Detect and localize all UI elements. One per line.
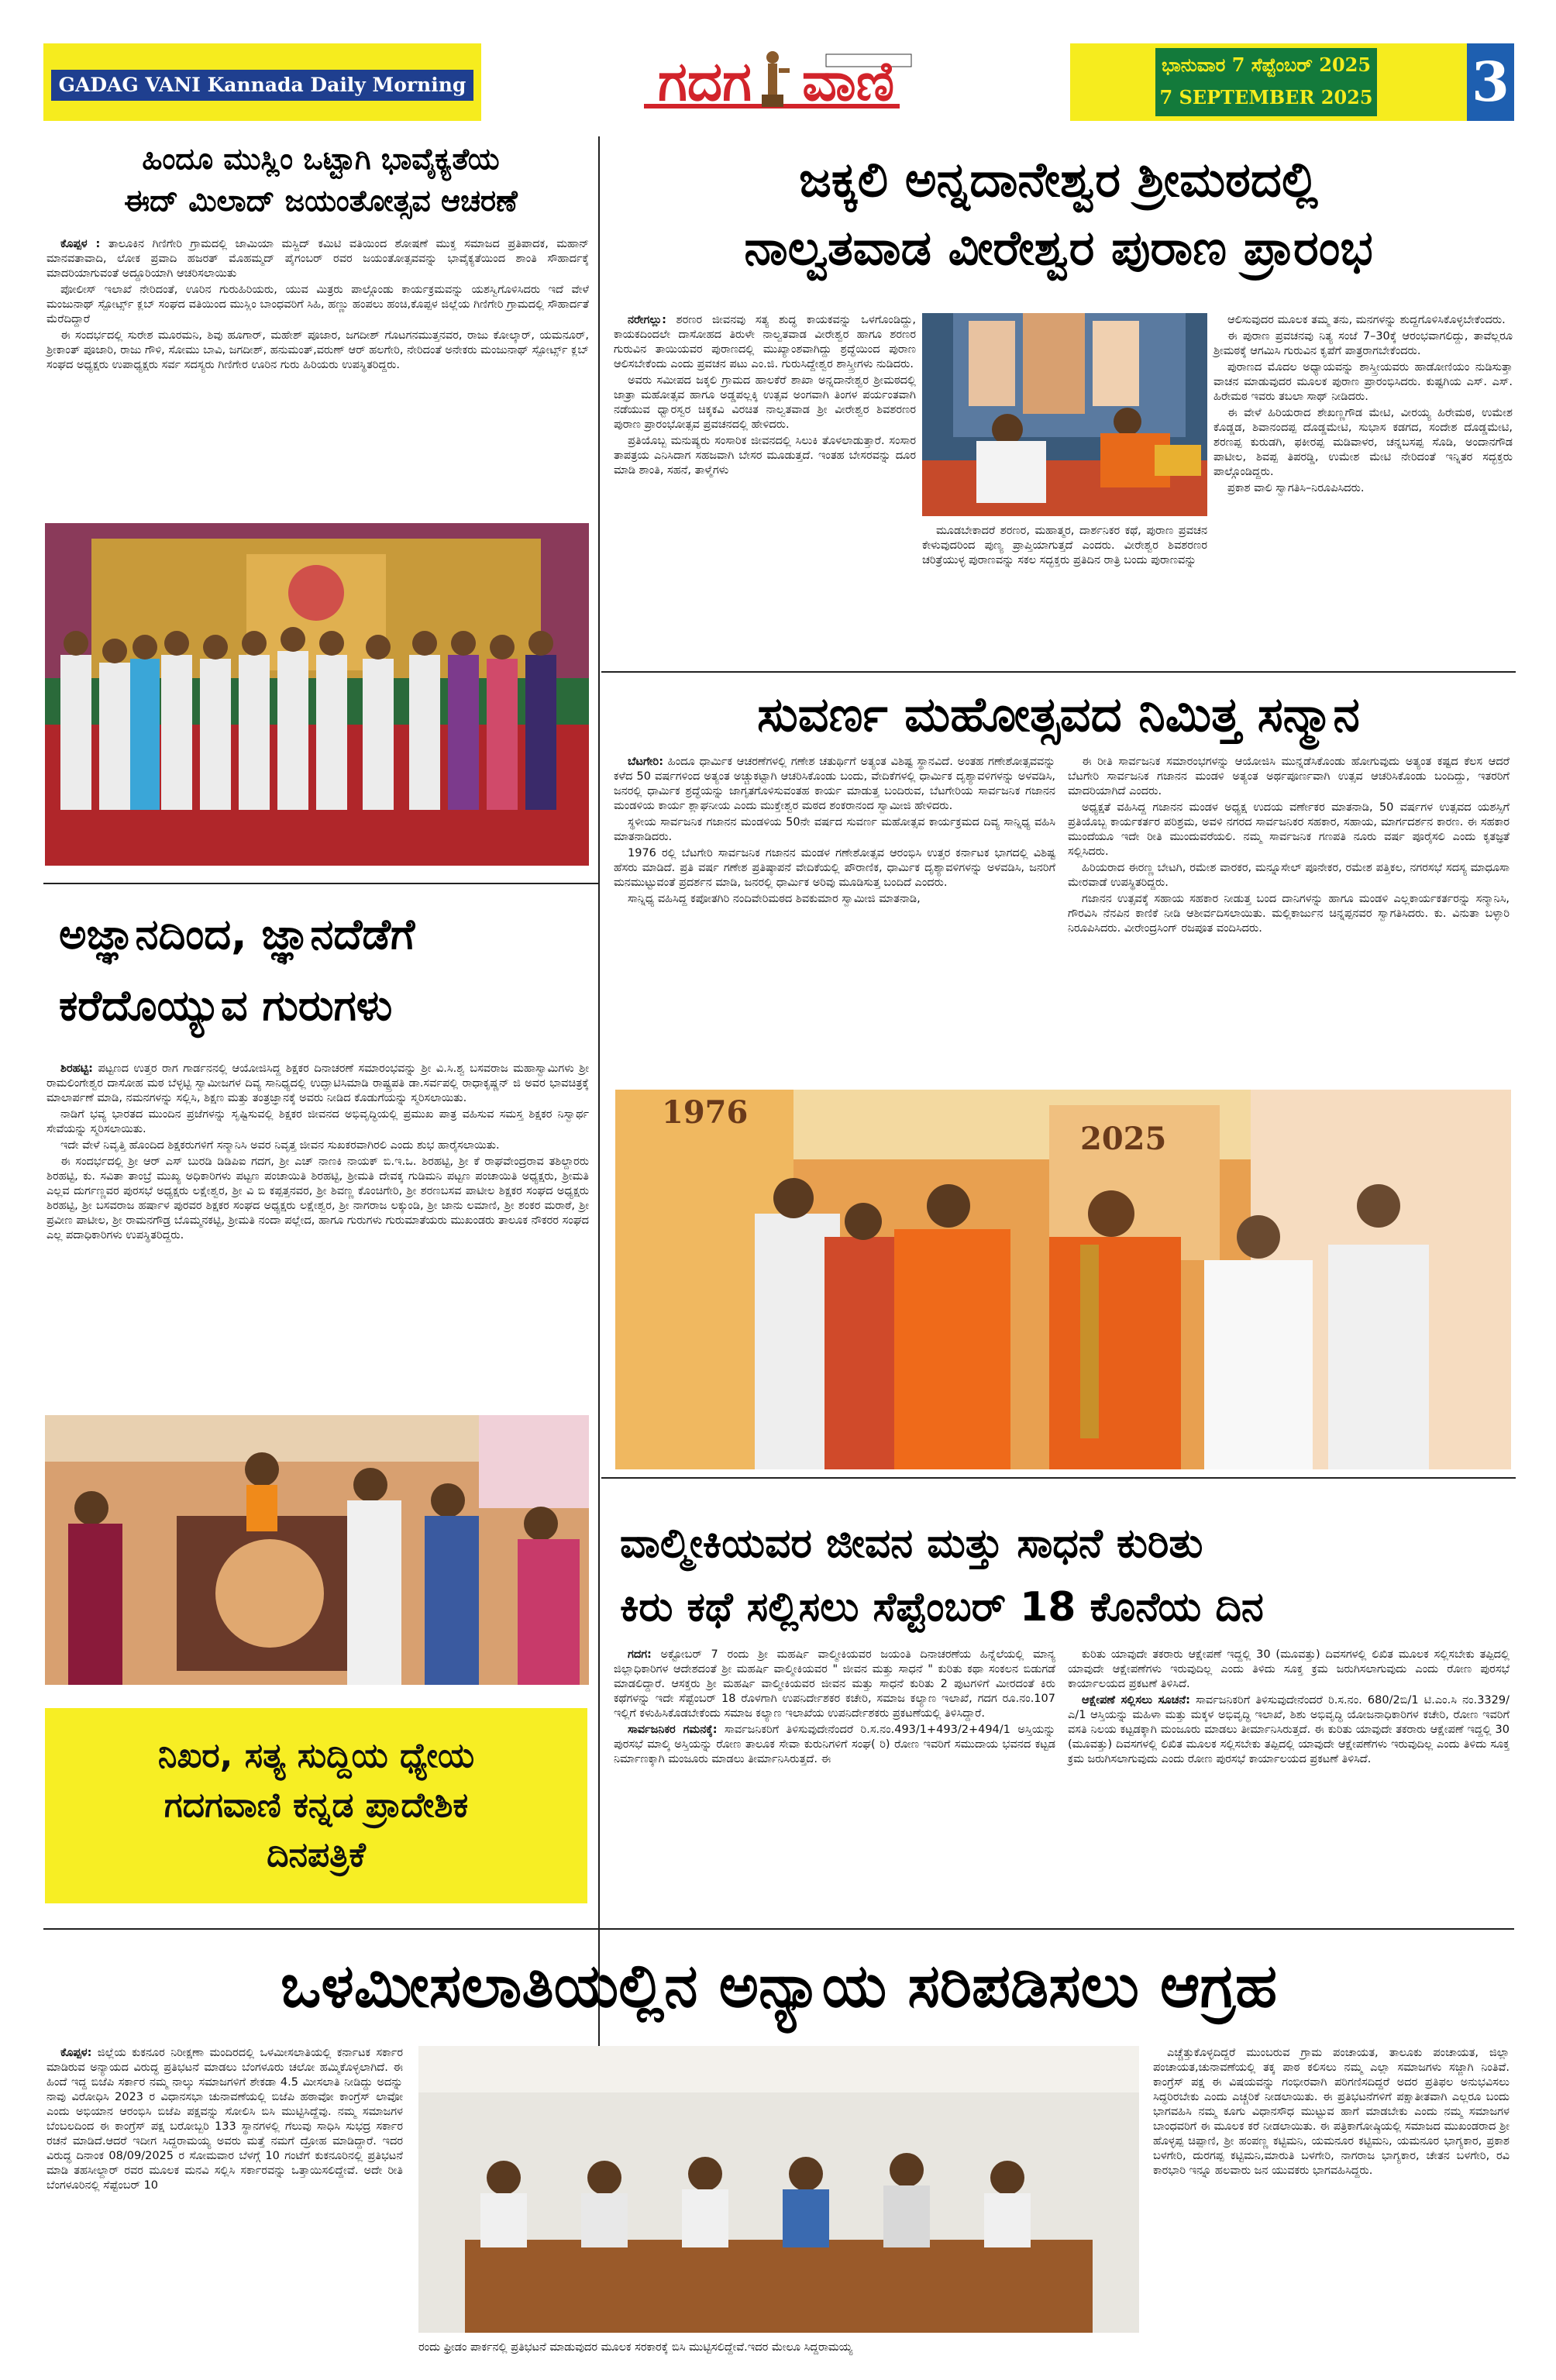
section-divider <box>601 1477 1516 1479</box>
paragraph: ನಾಡಿಗೆ ಭವ್ಯ ಭಾರತದ ಮುಂದಿನ ಪ್ರಜೆಗಳನ್ನು ಸೃಷ್ಟಿಸುವಲ್ಲಿ ಶಿಕ್ಷಕರ ಜೀವನದ ಅಭಿವೃದ್ಧಿಯಲ್ಲಿ ಪ್ರಮುಖ ಪಾತ್ರ ವಹಿಸುವ ಸಮಸ್ತ ಶಿಕ್ಷಕರ ನಿಸ್ವಾರ್ಥ ಸೇವೆಯನ್ನು ಸ್ಮರಿಸಲಾಯಿತು. <box>46 1108 589 1135</box>
masthead-tagline: GADAG VANI Kannada Daily Morning <box>51 70 473 101</box>
masthead-right-band <box>1070 43 1467 121</box>
article-body-olameesalati-col1 <box>46 2046 403 2195</box>
headline-valmiki-line1: ವಾಲ್ಮೀಕಿಯವರ ಜೀವನ ಮತ್ತು ಸಾಧನೆ ಕುರಿತು <box>620 1521 1203 1567</box>
headline-jakkali-line2: ನಾಲ್ವತವಾಡ ವೀರೇಶ್ವರ ಪುರಾಣ ಪ್ರಾರಂಭ <box>744 219 1373 276</box>
article-body-jakkali-col1 <box>614 313 916 480</box>
paragraph: ಕುರಿತು ಯಾವುದೇ ತಕರಾರು ಆಕ್ಷೇಪಣೆ ಇದ್ದಲ್ಲಿ 30 (ಮೂವತ್ತು) ದಿವಸಗಳಲ್ಲಿ ಲಿಖಿತ ಮೂಲಕ ಸಲ್ಲಿಸಬೇಕು ತಪ್ಪಿದಲ್ಲಿ ಯಾವುದೇ ಆಕ್ಷೇಪಣೆಗಳು ಇರುವುದಿಲ್ಲ ಎಂದು ತಿಳಿದು ಸೂಕ್ತ ಕ್ರಮ ಜರುಗಿಸಲಾಗುವುದು ಎಂದು ರೋಣ ಪುರಸಭೆ ಕಾರ್ಯಾಲಯದ ಪ್ರಕಟಣೆ ತಿಳಿಸಿದೆ. <box>1068 1648 1510 1690</box>
paragraph: ತಾಲೂಕಿನ ಗಿಣಿಗೇರಿ ಗ್ರಾಮದಲ್ಲಿ ಜಾಮಿಯಾ ಮಸ್ಜಿದ್ ಕಮಿಟಿ ವತಿಯಿಂದ ಶೋಷಣೆ ಮುಕ್ತ ಸಮಾಜದ ಪ್ರತಿಪಾದಕ, ಮಹಾನ್ ಮಾನವತಾವಾದಿ, ಲೋಕ ಪ್ರವಾದಿ ಹಜರತ್ ಮೊಹಮ್ಮದ್ ಪೈಗಂಬರ್ ರವರ ಜಯಂತೋತ್ಸವವನ್ನು ಭಾವೈಕ್ಯತೆಯಿಂದ ಶಾಂತಿ ಸೌಹಾರ್ದಕ್ಕೆ ಮಾದರಿಯಾಗುವಂತೆ ಅದ್ದೂರಿಯಾಗಿ ಆಚರಿಸಲಾಯಿತು <box>46 238 589 280</box>
headline-jakkali-line1: ಜಕ್ಕಲಿ ಅನ್ನದಾನೇಶ್ವರ ಶ್ರೀಮಠದಲ್ಲಿ <box>799 151 1318 208</box>
article-body-jakkali-col3 <box>1213 313 1513 498</box>
promo-box <box>45 1708 587 1903</box>
article-body-valmiki-col2 <box>1068 1648 1510 1769</box>
headline-eid-line2: ಈದ್ ಮಿಲಾದ್ ಜಯಂತೋತ್ಸವ ಆಚರಣೆ <box>124 184 518 218</box>
promo-line3: ದಿನಪತ್ರಿಕೆ <box>267 1835 366 1875</box>
logo-graphic <box>481 43 1070 121</box>
article-body-valmiki-col1 <box>614 1648 1055 1769</box>
paragraph: ಇದೇ ವೇಳೆ ನಿವೃತ್ತಿ ಹೊಂದಿದ ಶಿಕ್ಷಕರುಗಳಿಗೆ ಸನ್ಮಾನಿಸಿ ಅವರ ನಿವೃತ್ತ ಜೀವನ ಸುಖಕರವಾಗಿರಲಿ ಎಂದು ಶುಭ ಹಾರೈಸಲಾಯಿತು. <box>60 1139 500 1152</box>
paragraph: ಅಧ್ಯಕ್ಷತೆ ವಹಿಸಿದ್ದ ಗಜಾನನ ಮಂಡಳ ಅಧ್ಯಕ್ಷ ಉದಯ ವರ್ಣೇಕರ ಮಾತನಾಡಿ, 50 ವರ್ಷಗಳ ಉತ್ಸವದ ಯಶಸ್ಸಿಗೆ ಪ್ರತಿಯೊಬ್ಬ ಕಾರ್ಯಕರ್ತರ ಪರಿಶ್ರಮ, ಅವಳಿ ನಗರದ ಸಾರ್ವಜನಿಕರ ಸಹಕಾರ, ಸಹಾಯ, ಮಾರ್ಗದರ್ಶನ ಕಾರಣ. ಈ ಸಹಕಾರ ಮುಂದೆಯೂ ಇದೇ ರೀತಿ ಮುಂದುವರೆಯಲಿ. ನಮ್ಮ ಸಾರ್ವಜನಿಕ ಗಣಪತಿ ನೂರು ವರ್ಷ ಪೂರೈಸಲಿ ಎಂದು ಕೃತಜ್ಞತೆ ಸಲ್ಲಿಸಿದರು. <box>1068 801 1510 858</box>
article-body-suvarna-col2 <box>1068 755 1510 938</box>
paragraph: ಪೋಲೀಸ್ ಇಲಾಖೆ ನೇರಿದಂತೆ, ಊರಿನ ಗುರುಹಿರಿಯರು, ಯುವ ಮಿತ್ರರು ಪಾಲ್ಗೊಂಡು ಕಾರ್ಯಕ್ರಮವನ್ನು ಯಶಸ್ವಿಗೊಳಿಸಿದರು ಇದೆ ವೇಳೆ ಮಂಜುನಾಥ್ ಸ್ಪೋರ್ಟ್ಸ್ ಕ್ಲಬ್ ಸಂಘದ ವತಿಯಿಂದ ಮುಸ್ಲಿಂ ಬಾಂಧವರಿಗೆ ಸಿಹಿ, ಹಣ್ಣು ಹಂಪಲು ಹಂಚಿ,ಕೊಪ್ಪಳ ಜಿಲ್ಲೆಯ ಗಿಣಿಗೇರಿ ಗ್ರಾಮದಲ್ಲಿ ಸೌಹಾರ್ದತೆ ಮೆರೆದಿದ್ದಾರೆ <box>46 284 589 325</box>
paragraph: ಪ್ರತಿಯೊಬ್ಬ ಮನುಷ್ಯರು ಸಂಸಾರಿಕ ಜೀವನದಲ್ಲಿ ಸಿಲುಕಿ ತೊಳಲಾಡುತ್ತಾರೆ. ಸಂಸಾರ ತಾಪತ್ರಯ ಎನಿಸಿದಾಗ ಸಹಜವಾಗಿ ಬೇಸರ ಮೂಡುತ್ತದೆ. ಇಂತಹ ಬೇಸರವನ್ನು ದೂರ ಮಾಡಿ ಶಾಂತಿ, ಸಹನೆ, ತಾಳ್ಮೆಗಳು <box>614 435 916 477</box>
paragraph: ಜಿಲ್ಲೆಯ ಕುಕನೂರ ನಿರೀಕ್ಷಣಾ ಮಂದಿರದಲ್ಲಿ ಒಳಮೀಸಲಾತಿಯಲ್ಲಿ ಕರ್ನಾಟಕ ಸರ್ಕಾರ ಮಾಡಿರುವ ಅನ್ಯಾಯದ ವಿರುದ್ಧ ಪ್ರತಿಭಟನೆ ಮಾಡಲು ಬೆಂಗಳೂರು ಚಲೋ ಹಮ್ಮಿಕೊಳ್ಳಲಾಗಿದೆ. ಈ ಹಿಂದೆ ಇದ್ದ ಬಿಜೆಪಿ ಸರ್ಕಾರ ನಮ್ಮ ನಾಲ್ಕು ಸಮಾಜಗಳಿಗೆ ಶೇಕಡಾ 4.5 ಮೀಸಲಾತಿ ನೀಡಿದ್ದು ಅದನ್ನು ನಾವು ವಿರೋಧಿಸಿ 2023 ರ ವಿಧಾನಸಭಾ ಚುನಾವಣೆಯಲ್ಲಿ ಬಿಜೆಪಿ ಹಠಾವೋ ಕಾಂಗ್ರೆಸ್ ಲಾವೋ ಎಂದು ಅಭಿಯಾನ ಆರಂಭಿಸಿ ಬಿಜೆಪಿ ಪಕ್ಷವನ್ನು ಸೋಲಿಸಿ ಬಿಸಿ ಮುಟ್ಟಿಸಿದ್ದೆವು. ನಮ್ಮ ಸಮಾಜಗಳ ಬೆಂಬಲದಿಂದ ಈ ಕಾಂಗ್ರೆಸ್ ಪಕ್ಷ ಬರೋಬ್ಬರಿ 133 ಸ್ಥಾನಗಳಲ್ಲಿ ಗೆಲುವು ಸಾಧಿಸಿ ಸುಭದ್ರ ಸರ್ಕಾರ ರಚನೆ ಮಾಡಿದೆ.ಆದರೆ ಇದೀಗ ಸಿದ್ದರಾಮಯ್ಯ ಅವರು ಮತ್ತೆ ನಮಗೆ ದ್ರೋಹ ಮಾಡಿದ್ದಾರೆ. ಇದರ ವಿರುದ್ಧ ದಿನಾಂಕ 08/09/2025 ರ ಸೋಮವಾರ ಬೆಳಗ್ಗೆ 10 ಗಂಟೆಗೆ ಕುಕನೂರಿನಲ್ಲಿ ಪ್ರತಿಭಟನೆ ಮಾಡಿ ತಹಸೀಲ್ದಾರ್ ರವರ ಮೂಲಕ ಮನವಿ ಸಲ್ಲಿಸಿ ಸರ್ಕಾರವನ್ನು ಒತ್ತಾಯಿಸಲಿದ್ದೇವೆ. ಅದೇ ರೀತಿ ಬೆಂಗಳೂರಿನಲ್ಲಿ ಸೆಪ್ಟೆಂಬರ್ 10 <box>46 2047 403 2192</box>
photo-suvarna-lamp-lighting <box>615 1090 1511 1469</box>
article-body-eid <box>46 237 589 374</box>
notice-title: ಆಕ್ಷೇಪಣೆ ಸಲ್ಲಿಸಲು ಸೂಚನೆ: <box>1082 1694 1190 1707</box>
paragraph: ಪಟ್ಟಣದ ಉತ್ತರ ರಾಗ ಗಾರ್ಡನನಲ್ಲಿ ಆಯೋಜಿಸಿದ್ದ ಶಿಕ್ಷಕರ ದಿನಾಚರಣೆ ಸಮಾರಂಭವನ್ನು ಶ್ರೀ ವಿ.ಸಿ.ಶ್ವ ಬಸವರಾಜ ಮಹಾಸ್ವಾಮಿಗಳು ಶ್ರೀ ರಾಮಲಿಂಗೇಶ್ವರ ದಾಸೋಹ ಮಠ ಬೆಳ್ಳಟ್ಟಿ ಸ್ವಾಮೀಜಗಳ ದಿವ್ಯ ಸಾನಿಧ್ಯದಲ್ಲಿ ಉದ್ಘಾಟಿಸಿಮಾಡಿ ರಾಷ್ಟ್ರಪತಿ ಡಾ.ಸರ್ವಪಲ್ಲಿ ರಾಧಾಕೃಷ್ಣನ್ ಜಿ ಅವರ ಭಾವಚಿತ್ರಕ್ಕೆ ಮಾಲಾರ್ಪಣೆ ಮಾಡಿ, ನಮನಗಳನ್ನು ಸಲ್ಲಿಸಿ, ಶಿಕ್ಷಣ ಮತ್ತು ತಂತ್ರಜ್ಞಾನಕ್ಕೆ ಅವರು ನೀಡಿದ ಕೊಡುಗೆಯನ್ನು ಸ್ಮರಿಸಲಾಯಿತು. <box>46 1063 589 1104</box>
masthead <box>43 43 1514 121</box>
section-divider <box>43 883 598 884</box>
paragraph: ಸಾರ್ವಜನಿಕರಿಗೆ ತಿಳಿಸುವುದೇನೆಂದರೆ ರಿ.ಸ.ನಂ.493/1+493/2+494/1 ಅಸ್ತಿಯನ್ನು ಪುರಸಭೆ ಮಾಲ್ಕಿ ಅಸ್ತಿಯನ್ನು ರೋಣ ತಾಲೂಕ ಸೇವಾ ಕುರುನಿಗಳಿಗೆ ಸಂಘ( ರಿ) ರೋಣ ಇವರಿಗೆ ಸಮುದಾಯ ಭವನದ ಕಟ್ಟಡ ನಿರ್ಮಾಣಕ್ಕಾಗಿ ಮಂಜೂರು ಮಾಡಲು ತೀರ್ಮಾನಿಸಿರುತ್ತದೆ. ಈ <box>614 1724 1056 1765</box>
paragraph: ಸಾರ್ವಜನಿಕರಿಗೆ ತಿಳಿಸುವುದೇನೆಂದರೆ ರಿ.ಸ.ನಂ. 680/2ಬಿ/1 ಟಿ.ಎಂ.ಸಿ ನಂ.3329/ಎ/1 ಆಸ್ತಿಯನ್ನು ಮಹಿಳಾ ಮತ್ತು ಮಕ್ಕಳ ಅಭಿವೃದ್ಧಿ ಇಲಾಖೆ, ಶಿಶು ಅಭಿವೃದ್ಧಿ ಯೋಜನಾಧಿಕಾರಿಗಳ ಕಚೇರಿ, ರೋಣ ಇವರಿಗೆ ವಸತಿ ನಿಲಯ ಕಟ್ಟಡಕ್ಕಾಗಿ ಮಂಜೂರು ಮಾಡಲು ತೀರ್ಮಾನಿಸಿರುತ್ತದೆ. ಈ ಕುರಿತು ಯಾವುದೇ ತಕರಾರು ಆಕ್ಷೇಪಣೆ ಇದ್ದಲ್ಲಿ 30 (ಮೂವತ್ತು) ದಿವಸಗಳಲ್ಲಿ ಲಿಖಿತ ಮೂಲಕ ಸಲ್ಲಿಸಬೇಕು ತಪ್ಪಿದಲ್ಲಿ ಯಾವುದೇ ಆಕ್ಷೇಪಣೆಗಳು ಇರುವುದಿಲ್ಲ ಎಂದು ತಿಳಿದು ಸೂಕ್ತ ಕ್ರಮ ಜರುಗಿಸಲಾಗುವುದು ಎಂದು ರೋಣ ಪುರಸಭೆ ಕಾರ್ಯಾಲಯದ ಪ್ರಕಟಣೆ ತಿಳಿಸಿದೆ. <box>1068 1694 1510 1765</box>
section-divider <box>43 1928 1514 1930</box>
paragraph: ಗಜಾನನ ಉತ್ಸವಕ್ಕೆ ಸಹಾಯ ಸಹಕಾರ ನೀಡುತ್ತ ಬಂದ ದಾನಿಗಳನ್ನು ಹಾಗೂ ಮಂಡಳಿ ಎಲ್ಲಕಾರ್ಯಕರ್ತರನ್ನು ಸನ್ಮಾನಿಸಿ, ಗೌರವಿಸಿ ನೆನಪಿನ ಕಾಣಿಕೆ ನೀಡಿ ಆಶೀರ್ವದಿಸಲಾಯಿತು. ಮಲ್ಲಿಕಾರ್ಜುನ ಚಿನ್ನಪ್ಪನವರ ಸ್ವಾಗತಿಸಿದರು. ಕು. ವಿನುತಾ ಬಳ್ಳಾರಿ ನಿರೂಪಿಸಿದರು. ವೀರೇಂದ್ರಸಿಂಗ್ ರಜಪೂತ ವಂದಿಸಿದರು. <box>1068 893 1510 935</box>
date-kannada: ಭಾನುವಾರ 7 ಸೆಪ್ಟೆಂಬರ್ 2025 <box>1161 53 1372 76</box>
headline-eid-line1: ಹಿಂದೂ ಮುಸ್ಲಿಂ ಒಟ್ಟಾಗಿ ಭಾವೈಕ್ಯತೆಯ <box>142 142 500 176</box>
dateline: ಗದಗ: <box>628 1648 652 1661</box>
photo-press-meet <box>418 2046 1139 2333</box>
photo-purana-pravachana <box>922 313 1207 516</box>
article-credit: ಪ್ರಕಾಶ ವಾಲಿ ಸ್ವಾಗತಿಸಿ–ನಿರೂಪಿಸಿದರು. <box>1227 482 1365 494</box>
paragraph: ಮೂಡಬೇಕಾದರೆ ಶರಣರ, ಮಹಾತ್ಮರ, ದಾರ್ಶನಿಕರ ಕಥೆ, ಪುರಾಣ ಪ್ರವಚನ ಕೇಳುವುದರಿಂದ ಪುಣ್ಯ ಪ್ರಾಪ್ತಿಯಾಗುತ್ತದೆ ಎಂದರು. ವೀರೇಶ್ವರ ಶಿವಶರಣರ ಚರಿತ್ರೆಯುಳ್ಳ ಪುರಾಣವನ್ನು ಸಕಲ ಸದ್ಭಕ್ತರು ಪ್ರತಿದಿನ ರಾತ್ರಿ ಬಂದು ಪುರಾಣವನ್ನು <box>922 525 1207 567</box>
paragraph: ಆಲಿಸುವುದರ ಮೂಲಕ ತಮ್ಮ ತನು, ಮನಗಳನ್ನು ಶುದ್ದಗೊಳಿಸಿಕೊಳ್ಳಬೇಕೆಂದರು. <box>1227 314 1506 326</box>
paragraph: ಶರಣರ ಜೀವನವು ಸತ್ಯ ಶುದ್ಧ ಕಾಯಕವನ್ನು ಒಳಗೊಂಡಿದ್ದು, ಕಾಯಕದಿಂದಲೇ ದಾಸೋಹದ ತಿರುಳೇ ನಾಲ್ವತವಾಡ ವೀರೇಶ್ವರ ಹಾಗೂ ಶರಣರ ಗುರುವಿನ ತಾಯಿಯವರ ಪುರಾಣದಲ್ಲಿ ಮುಖ್ಯಾಂಶವಾಗಿದ್ದು ಶ್ರದ್ಧೆಯಿಂದ ಪುರಾಣ ಆಲಿಸಬೇಕೆಂದು ಎಂದು ಪ್ರವಚನ ಪಟು ಎಂ.ಜಿ. ಗುರುಸಿದ್ದೇಶ್ವರ ಶಾಸ್ತ್ರೀಗಳು ನುಡಿದರು. <box>614 314 916 370</box>
paragraph: ಈ ಪುರಾಣ ಪ್ರವಚನವು ನಿತ್ಯ ಸಂಜೆ 7–30ಕ್ಕೆ ಆರಂಭವಾಗಲಿದ್ದು, ತಾವೆಲ್ಲರೂ ಶ್ರೀಮಠಕ್ಕೆ ಆಗಮಿಸಿ ಗುರುವಿನ ಕೃಪೆಗೆ ಪಾತ್ರರಾಗಬೇಕೆಂದರು. <box>1213 330 1513 357</box>
column-divider <box>598 136 600 2237</box>
date-box <box>1155 48 1377 116</box>
dateline: ಕೊಪ್ಪಳ: <box>60 2047 92 2059</box>
paragraph: ಈ ಸಂದರ್ಭದಲ್ಲಿ ಶ್ರೀ ಆರ್ ಎಸ್ ಬುರಡಿ ಡಿಡಿಪಿಐ ಗದಗ, ಶ್ರೀ ಎಚ್ ನಾಣಕಿ ನಾಯಕ್ ಬಿ.ಇ.ಒ. ಶಿರಹಟ್ಟಿ, ಶ್ರೀ ಕೆ ರಾಘವೇಂದ್ರರಾವ ತಶಿಲ್ದಾರರು ಶಿರಹಟ್ಟಿ, ಕು. ಸವಿತಾ ತಾಂಬ್ರೆ ಮುಖ್ಯ ಅಧಿಕಾರಿಗಳು ಪಟ್ಟಣ ಪಂಚಾಯಿತಿ ಶಿರಹಟ್ಟಿ, ಶ್ರೀಮತಿ ದೇವಕ್ಕ ಗುಡಿಮನಿ ಪಟ್ಟಣ ಪಂಚಾಯಿತಿ ಅಧ್ಯಕ್ಷರು, ಶ್ರೀಮತಿ ಎಲ್ಲವ ದುರ್ಗಣ್ಣವರ ಪುರಸಭೆ ಅಧ್ಯಕ್ಷರು ಲಕ್ಷೇಶ್ವರ, ಶ್ರೀ ವಿ ಬಿ ಕಪ್ಪತ್ತನವರ, ಶ್ರೀ ಶಿವಣ್ಣ ಕೊಂಚಿಗೇರಿ, ಶ್ರೀ ಶರಣಬಸವ ಪಾಟೀಲ ಶಿಕ್ಷಕರ ಸಂಘದ ಅಧ್ಯಕ್ಷರು ಶಿರಹಟ್ಟಿ, ಶ್ರೀ ಬಸವರಾಜ ಹರ್ಷಾಳ ಪುರವರ ಶಿಕ್ಷಕರ ಸಂಘದ ಅಧ್ಯಕ್ಷರು ಲಕ್ಷೇಶ್ವರ, ಶ್ರೀ ನಾಗರಾಜ ಲಕ್ಕುಂಡಿ, ಶ್ರೀ ಜಾನು ಲಮಾಣಿ, ಶ್ರೀ ಶಂಕರ ಮರಾಠೆ, ಶ್ರೀ ಪ್ರವೀಣ ಪಾಟೀಲ, ಶ್ರೀ ರಾಮನಗೌಡ್ರ ಬೊಮ್ಮನಕಟ್ಟಿ, ಶ್ರೀಮತಿ ನಂದಾ ಪಲ್ಲೇದ, ಹಾಗೂ ಗುರುಗಳು ಗುರುಮಾತೆಯರು ಮುಖಂಡರು ತಾಲೂಕ ನೌಕರರ ಸಂಘದ ಎಲ್ಲ ಪದಾಧಿಕಾರಿಗಳು ಉಪಸ್ಥಿತರಿದ್ದರು. <box>46 1156 589 1242</box>
paragraph: ಸಾನ್ನಿಧ್ಯ ವಹಿಸಿದ್ದ ಕಪೋತಗಿರಿ ನಂದಿವೇರಿಮಠದ ಶಿವಕುಮಾರ ಸ್ವಾಮೀಜಿ ಮಾತನಾಡಿ, <box>628 893 921 905</box>
paragraph: ಅವರು ಸಮೀಪದ ಜಕ್ಕಲಿ ಗ್ರಾಮದ ಹಾಲಕೆರೆ ಶಾಖಾ ಅನ್ನದಾನೇಶ್ವರ ಶ್ರೀಮಠದಲ್ಲಿ ಜಾತ್ರಾ ಮಹೋತ್ಸವ ಹಾಗೂ ಅಡ್ಡಪಲ್ಲಕ್ಕಿ ಉತ್ಸವ ಅಂಗವಾಗಿ ತಿಂಗಳ ಪರ್ಯಂತವಾಗಿ ನಡೆಯುವ ಧ್ವಾರಸ್ವರ ಚಿಕ್ಕಕವಿ ವಿರಚಿತ ನಾಲ್ವತವಾಡ ಶ್ರೀ ವೀರೇಶ್ವರ ಶಿವಶರಣರ ಪುರಾಣ ಪ್ರಾರಂಭೋತ್ಸವ ಪ್ರವಚನದಲ್ಲಿ ಹೇಳಿದರು. <box>614 374 916 431</box>
paragraph: ಈ ವೇಳೆ ಹಿರಿಯರಾದ ಶೇಖಣ್ಣಗೌಡ ಮೇಟಿ, ವೀರಯ್ಯ ಹಿರೇಮಠ, ಉಮೇಶ ಕೊಡ್ಡಡ, ಶಿವಾನಂದಪ್ಪ ದೊಡ್ಡಮೇಟಿ, ಸುಭಾಸ ಕಡಗದ, ಸಂದೇಶ ದೊಡ್ಡಮೇಟಿ, ಶರಣಪ್ಪ ಕುರುಡಗಿ, ಫಕೀರಪ್ಪ ಮಡಿವಾಳರ, ಚನ್ನಬಸಪ್ಪ ಸೊಡಿ, ಅಂದಾನಗೌಡ ಪಾಟೀಲ, ಶಿವಪ್ಪ ತಿಪರಡ್ಡಿ, ಉಮೇಶ ಮೇಟಿ ನೇರಿದಂತೆ ಇನ್ನಿತರ ಸದ್ಭಕ್ತರು ಪಾಲ್ಗೊಂಡಿದ್ದರು. <box>1213 407 1513 478</box>
paragraph: 1976 ರಲ್ಲಿ ಬೆಟಗೇರಿ ಸಾರ್ವಜನಿಕ ಗಜಾನನ ಮಂಡಳ ಗಣೇಶೋತ್ಸವ ಆರಂಭಿಸಿ ಉತ್ತರ ಕರ್ನಾಟಕ ಭಾಗದಲ್ಲಿ ವಿಶಿಷ್ಟ ಹೆಸರು ಮಾಡಿದೆ. ಪ್ರತಿ ವರ್ಷ ಗಣೇಶ ಪ್ರತಿಷ್ಠಾಪನೆ ವೇದಿಕೆಯಲ್ಲಿ ಪೌರಾಣಿಕ, ಧಾರ್ಮಿಕ ದೃಶ್ಯಾವಳಿಗಳನ್ನು ಅಳವಡಿಸಿ, ಜನರಿಗೆ ಮನಮುಟ್ಟುವಂತೆ ಪ್ರದರ್ಶನ ಮಾಡಿ, ಜನರಲ್ಲಿ ಧಾರ್ಮಿಕ ಅರಿವು ಮೂಡಿಸುತ್ತ ಬಂದಿದೆ ಎಂದರು. <box>614 847 1055 889</box>
article-body-ajnana <box>46 1062 589 1245</box>
headline-olameesalati: ಒಳಮೀಸಲಾತಿಯಲ್ಲಿನ ಅನ್ಯಾಯ ಸರಿಪಡಿಸಲು ಆಗ್ರಹ <box>280 1951 1278 2021</box>
logo-word-vani: ವಾಣಿ <box>802 50 895 113</box>
paragraph: ಹಿಂದೂ ಧಾರ್ಮಿಕ ಆಚರಣೆಗಳಲ್ಲಿ ಗಣೇಶ ಚತುರ್ಥಿಗೆ ಅತ್ಯಂತ ವಿಶಿಷ್ಟ ಸ್ಥಾನವಿದೆ. ಅಂತಹ ಗಣೇಶೋತ್ಸವವನ್ನು ಕಳೆದ 50 ವರ್ಷಗಳಿಂದ ಅತ್ಯಂತ ಅಚ್ಚುಕಟ್ಟಾಗಿ ಆಚರಿಸಿಕೊಂಡು ಬಂದು, ವೇದಿಕೆಗಳಲ್ಲಿ ಧಾರ್ಮಿಕ ದೃಶ್ಯಾವಳಿಗಳನ್ನು ಅಳವಡಿಸಿ, ಜನರಲ್ಲಿ ಧಾರ್ಮಿಕ ಶ್ರದ್ಧೆಯನ್ನು ಜಾಗೃತಗೊಳಿಸುವಂತಹ ಕಾರ್ಯ ಮಾಡುತ್ತ ಬಂದಿರುವ, ಬೆಟಗೇರಿಯ ಸಾರ್ವಜನಿಕ ಗಜಾನನ ಮಂಡಳಿಯ ಕಾರ್ಯ ಶ್ಲಾಘನೀಯ ಎಂದು ಮುಕ್ತೇಶ್ವರ ಮಠದ ಶಂಕರಾನಂದ ಸ್ವಾಮೀಜಿ ಹೇಳಿದರು. <box>614 756 1055 812</box>
headline-ajnana-line2: ಕರೆದೊಯ್ಯುವ ಗುರುಗಳು <box>59 981 393 1030</box>
paragraph: ಪುರಾಣದ ಮೊದಲ ಅಧ್ಯಾಯವನ್ನು ಶಾಸ್ತ್ರೀಯವರು ಹಾಡೋಣಿಯಂ ನುಡಿಸುತ್ತಾ ವಾಚನ ಮಾಡುವುದರ ಮೂಲಕ ಪುರಾಣ ಪ್ರಾರಂಭಿಸಿದರು. ಕುಷ್ಟಗಿಯ ಎಸ್. ಎಸ್. ಹಿರೇಮಠ ಇವರು ತಬಲಾ ಸಾಥ್ ನೀಡಿದರು. <box>1213 361 1513 403</box>
photo-suvarna-scene <box>615 1090 1511 1469</box>
paragraph: ಎಚ್ಚೆತ್ತುಕೊಳ್ಳದಿದ್ದರೆ ಮುಂಬರುವ ಗ್ರಾಮ ಪಂಚಾಯತ, ತಾಲೂಕು ಪಂಚಾಯತ, ಜಿಲ್ಲಾ ಪಂಚಾಯತ,ಚುನಾವಣೆಯಲ್ಲಿ ತಕ್ಕ ಪಾಠ ಕಲಿಸಲು ನಮ್ಮ ಎಲ್ಲಾ ಸಮಾಜಗಳು ಸಜ್ಜಾಗಿ ನಿಂತಿವೆ. ಕಾಂಗ್ರೆಸ್ ಪಕ್ಷ ಈ ವಿಷಯವನ್ನು ಗಂಭೀರವಾಗಿ ಪರಿಗಣಿಸದಿದ್ದರೆ ಅದರ ಪ್ರತಿಫಲ ಅನುಭವಿಸಲು ಸಿದ್ಧರಿರಬೇಕು ಎಂದು ಎಚ್ಚರಿಕೆ ನೀಡಲಾಯಿತು. ಈ ಪ್ರತಿಭಟನೆಗಳಿಗೆ ಪಕ್ಷಾತೀತವಾಗಿ ಎಲ್ಲರೂ ಬಂದು ಭಾಗವಹಿಸಿ ನಮ್ಮ ಕೂಗು ವಿಧಾನಸೌಧ ಮುಟ್ಟುವ ಹಾಗೆ ಮಾಡಬೇಕು ಎಂದು ನಮ್ಮ ಸಮಾಜಗಳ ಬಾಂಧವರಿಗೆ ಈ ಮೂಲಕ ಕರೆ ನೀಡಲಾಯಿತು. ಈ ಪತ್ರಿಕಾಗೋಷ್ಠಿಯಲ್ಲಿ ಸಮಾಜದ ಮುಖಂಡರಾದ ಶ್ರೀ ಹೊಳ್ಳಪ್ಪ ಚಿಪ್ಪಾಣಿ, ಶ್ರೀ ಹಂಪಣ್ಣ ಕಟ್ಟಿಮನಿ, ಯಮನೂರ ಕಟ್ಟಿಮನಿ, ಯಮನೂರ ಭಾಗ್ಯಕಾರ, ಪ್ರಕಾಶ ಬಳಗೇರಿ, ದುರಗಪ್ಪ ಕಟ್ಟಿಮನಿ,ಮಾರುತಿ ಬಳಗೇರಿ, ನಾಗರಾಜ ಭಾಗ್ಯಕಾರ, ಚೇತನ ಬಳಗೇರಿ, ರವಿ ಕಾರಭಾರಿ ಇನ್ನೂ ಹಲವಾರು ಜನ ಯುವಕರು ಭಾಗವಹಿಸಿದ್ದರು. <box>1153 2047 1510 2177</box>
newspaper-logo <box>481 43 1070 121</box>
headline-valmiki-line2: ಕಿರು ಕಥೆ ಸಲ್ಲಿಸಲು ಸೆಪ್ಟೆಂಬರ್ 18 ಕೊನೆಯ ದಿನ <box>620 1584 1264 1631</box>
dateline: ಶಿರಹಟ್ಟಿ: <box>60 1063 93 1075</box>
date-english: 7 SEPTEMBER 2025 <box>1159 86 1373 108</box>
paragraph: ರಂದು ಫ್ರೀಡಂ ಪಾರ್ಕನಲ್ಲಿ ಪ್ರತಿಭಟನೆ ಮಾಡುವುದರ ಮೂಲಕ ಸರಕಾರಕ್ಕೆ ಬಿಸಿ ಮುಟ್ಟಿಸಲಿದ್ದೇವೆ.ಇದರ ಮೇಲೂ ಸಿದ್ದರಾಮಯ್ಯ <box>418 2341 853 2354</box>
paragraph: ಈ ಸಂದರ್ಭದಲ್ಲಿ ಸುರೇಶ ಮೂರಮನಿ, ಶಿವು ಹೂಗಾರ್, ಮಹೇಶ್ ಪೂಜಾರ, ಜಗದೀಶ್ ಗೊಟಗನಮುತ್ತನವರ, ರಾಜು ಕೋಲ್ಕಾರ್, ಯಮನೂರ್, ಶ್ರೀಕಾಂತ್ ಪೂಜಾರಿ, ರಾಜು ಗೌಳಿ, ಸೋಮು ಬಾವಿ, ಜಗದೀಶ್, ಹನುಮಂತ್,ವರುಣ್ ಆರ್ ಹಲಗೇರಿ, ನೇರಿದಂತೆ ಅನೇಕರು ಮಂಜುನಾಥ್ ಸ್ಪೋರ್ಟ್ಸ್ ಕ್ಲಬ್ ಸಂಘದ ಅಧ್ಯಕ್ಷರು ಉಪಾಧ್ಯಕ್ಷರು ಸರ್ವ ಸದಸ್ಯರು ಗಿಣಿಗೇರ ಊರಿನ ಗುರು ಹಿರಿಯರು ಉಪಸ್ಥಿತರಿದ್ದರು. <box>46 329 589 371</box>
banner-year-right: 2025 <box>1080 1121 1167 1157</box>
paragraph: ಸ್ಥಳೀಯ ಸಾರ್ವಜನಿಕ ಗಜಾನನ ಮಂಡಳಿಯ 50ನೇ ವರ್ಷದ ಸುವರ್ಣ ಮಹೋತ್ಸವ ಕಾರ್ಯಕ್ರಮದ ದಿವ್ಯ ಸಾನ್ನಿಧ್ಯ ವಹಿಸಿ ಮಾತನಾಡಿದರು. <box>614 816 1055 843</box>
page-number-badge: 3 <box>1467 43 1514 121</box>
masthead-left-band <box>43 43 481 121</box>
paragraph: ಅಕ್ಟೋಬರ್ 7 ರಂದು ಶ್ರೀ ಮಹರ್ಷಿ ವಾಲ್ಮೀಕಿಯವರ ಜಯಂತಿ ದಿನಾಚರಣೆಯ ಹಿನ್ನೆಲೆಯಲ್ಲಿ ಮಾನ್ಯ ಜಿಲ್ಲಾಧಿಕಾರಿಗಳ ಆದೇಶದಂತೆ ಶ್ರೀ ಮಹರ್ಷಿ ವಾಲ್ಮೀಕಿಯವರ " ಜೀವನ ಮತ್ತು ಸಾಧನೆ " ಕುರಿತು ಕಥಾ ಸಂಕಲನ ಬಿಡುಗಡೆ ಮಾಡಲಿದ್ದಾರೆ. ಆಸಕ್ತರು ಶ್ರೀ ಮಹರ್ಷಿ ವಾಲ್ಮೀಕಿಯವರ ಜೀವನ ಮತ್ತು ಸಾಧನೆ ಕುರಿತು 2 ಪುಟಗಳಿಗೆ ಮೀರದಂತೆ ಕಿರು ಕಥೆಗಳನ್ನು ಇದೇ ಸೆಪ್ಟೆಂಬರ್ 18 ರೊಳಗಾಗಿ ಉಪನಿರ್ದೇಶಕರ ಕಚೇರಿ, ಸಮಾಜ ಕಲ್ಯಾಣ ಇಲಾಖೆ, ಗದಗ ರೂ.ನಂ.107 ಇಲ್ಲಿಗೆ ಕಳುಹಿಸಿಕೊಡಬೇಕೆಂದು ಸಮಾಜ ಕಲ್ಯಾಣ ಇಲಾಖೆಯ ಉಪನಿರ್ದೇಶಕರು ಪ್ರಕಟಣೆಯಲ್ಲಿ ತಿಳಿಸಿದ್ದಾರೆ. <box>614 1648 1055 1720</box>
headline-suvarna: ಸುವರ್ಣ ಮಹೋತ್ಸವದ ನಿಮಿತ್ತ ಸನ್ಮಾನ <box>757 686 1360 742</box>
paragraph: ಈ ರೀತಿ ಸಾರ್ವಜನಿಕ ಸಮಾರಂಭಗಳನ್ನು ಆಯೋಜಿಸಿ ಮುನ್ನಡೆಸಿಕೊಂಡು ಹೋಗುವುದು ಅತ್ಯಂತ ಕಷ್ಟದ ಕೆಲಸ ಆದರೆ ಬೆಟಗೇರಿ ಸಾರ್ವಜನಿಕ ಗಜಾನನ ಮಂಡಳಿ ಅತ್ಯಂತ ಅರ್ಥಪೂರ್ಣವಾಗಿ ಉತ್ಸವ ಆಚರಿಸಿಕೊಂಡು ಬಂದಿದ್ದು, ಇತರರಿಗೆ ಮಾದರಿಯಾಗಿದೆ ಎಂದರು. <box>1068 756 1510 797</box>
paragraph: ಹಿರಿಯರಾದ ಈರಣ್ಣ ಬೇಟಗಿ, ರಮೇಶ ವಾರಕರ, ಮನ್ನೂಸೇಲ್ ಪೂನೇಕರ, ರಮೇಶ ಪತ್ತಿಕಲ, ನಗರಸಭೆ ಸದಸ್ಯ ಮಾಧೂಸಾ ಮೇರವಾಡೆ ಉಪಸ್ಥಿತರಿದ್ದರು. <box>1068 862 1510 889</box>
article-body-jakkali-col2 <box>922 524 1207 570</box>
photo-eid-group <box>45 523 589 866</box>
dateline: ಕೊಪ್ಪಳ : <box>60 238 101 250</box>
banner-year-left: 1976 <box>662 1094 749 1131</box>
logo-word-gadaga: ಗದಗ <box>658 50 752 113</box>
dateline: ನರೇಗಲ್ಲು: <box>628 314 666 326</box>
article-body-suvarna-col1 <box>614 755 1055 908</box>
notice-title: ಸಾರ್ವಜನಿಕರ ಗಮನಕ್ಕೆ: <box>628 1724 718 1736</box>
headline-ajnana-line1: ಅಜ್ಞಾನದಿಂದ, ಜ್ಞಾನದೆಡೆಗೆ <box>59 910 415 959</box>
section-divider <box>601 671 1516 673</box>
article-body-olameesalati-caption <box>418 2340 1139 2357</box>
photo-teachers-day <box>45 1415 589 1685</box>
promo-line2: ಗದಗವಾಣಿ ಕನ್ನಡ ಪ್ರಾದೇಶಿಕ <box>164 1786 469 1825</box>
article-body-olameesalati-col3 <box>1153 2046 1510 2180</box>
promo-line1: ನಿಖರ, ಸತ್ಯ ಸುದ್ದಿಯ ಧ್ಯೇಯ <box>157 1736 475 1776</box>
dateline: ಬೆಟಗೇರಿ: <box>628 756 664 768</box>
